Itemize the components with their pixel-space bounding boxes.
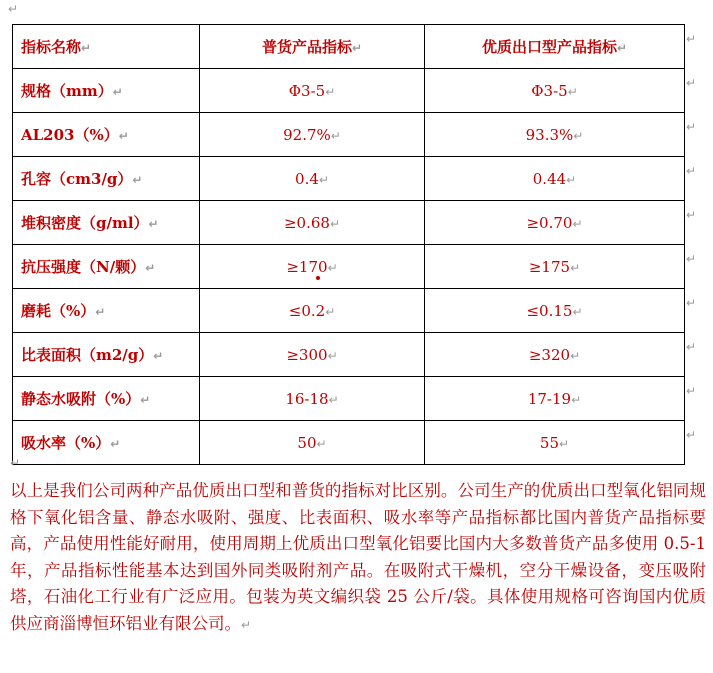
standard-value-cell: 0.4↵	[200, 157, 425, 201]
table-row	[13, 69, 685, 113]
header-indicator-name: 指标名称↵	[13, 25, 200, 69]
export-value-cell: 17-19↵	[425, 377, 685, 421]
row-end-mark: ↵	[686, 252, 697, 266]
standard-value-cell: ≥300↵	[200, 333, 425, 377]
stray-dot	[316, 276, 320, 280]
indicator-name-cell: 孔容（cm3/g）↵	[13, 157, 200, 201]
table-row	[13, 113, 685, 157]
row-end-mark: ↵	[686, 428, 697, 442]
paragraph-mark: ↵	[8, 2, 19, 16]
table-body	[13, 25, 685, 465]
table-row	[13, 201, 685, 245]
standard-value-cell: ≥170↵	[200, 245, 425, 289]
table-row	[13, 421, 685, 465]
indicator-name-cell: 比表面积（m2/g）↵	[13, 333, 200, 377]
table-row	[13, 289, 685, 333]
indicator-name-cell: 静态水吸附（%）↵	[13, 377, 200, 421]
table-header-row	[13, 25, 685, 69]
standard-value-cell: Φ3-5↵	[200, 69, 425, 113]
table-row	[13, 377, 685, 421]
indicator-name-cell: 抗压强度（N/颗）↵	[13, 245, 200, 289]
row-end-mark: ↵	[686, 120, 697, 134]
row-end-mark: ↵	[686, 32, 697, 46]
export-value-cell: ≤0.15↵	[425, 289, 685, 333]
export-value-cell: Φ3-5↵	[425, 69, 685, 113]
indicator-name-cell: 规格（mm）↵	[13, 69, 200, 113]
export-value-cell: 93.3%↵	[425, 113, 685, 157]
indicator-name-cell: AL203（%）↵	[13, 113, 200, 157]
indicator-name-cell: 磨耗（%）↵	[13, 289, 200, 333]
row-end-mark: ↵	[686, 164, 697, 178]
table-row	[13, 333, 685, 377]
header-export-product: 优质出口型产品指标↵	[425, 25, 685, 69]
row-end-mark: ↵	[686, 340, 697, 354]
row-end-mark: ↵	[686, 208, 697, 222]
row-end-mark: ↵	[686, 76, 697, 90]
export-value-cell: 0.44↵	[425, 157, 685, 201]
indicator-name-cell: 堆积密度（g/ml）↵	[13, 201, 200, 245]
export-value-cell: ≥0.70↵	[425, 201, 685, 245]
indicator-name-cell: 吸水率（%）↵	[13, 421, 200, 465]
standard-value-cell: ≥0.68↵	[200, 201, 425, 245]
table-row	[13, 157, 685, 201]
row-end-mark: ↵	[686, 296, 697, 310]
spec-comparison-table	[12, 24, 685, 465]
export-value-cell: ≥175↵	[425, 245, 685, 289]
paragraph-mark-below-table: ↵	[10, 456, 21, 470]
export-value-cell: ≥320↵	[425, 333, 685, 377]
header-standard-product: 普货产品指标↵	[200, 25, 425, 69]
standard-value-cell: ≤0.2↵	[200, 289, 425, 333]
standard-value-cell: 92.7%↵	[200, 113, 425, 157]
description-paragraph: 以上是我们公司两种产品优质出口型和普货的指标对比区别。公司生产的优质出口型氧化铝同规格下氧化铝含量、静态水吸附、强度、比表面积、吸水率等产品指标都比国内普货产品指标要高，产品使用性能好耐用，使用周期上优质出口型氧化铝要比国内大多数普货产品多使用 0.5-1 年，产品指标性能基本达到国外同类吸附剂产品。在吸附式干燥机，空分干燥设备，变压吸附塔，石油化工行业有广泛应用。包装为英文编织袋 25 公斤/袋。具体使用规格可咨询国内优质供应商淄博恒环铝业有限公司。↵	[10, 481, 706, 633]
standard-value-cell: 50↵	[200, 421, 425, 465]
export-value-cell: 55↵	[425, 421, 685, 465]
table-row	[13, 245, 685, 289]
row-end-mark: ↵	[686, 384, 697, 398]
standard-value-cell: 16-18↵	[200, 377, 425, 421]
